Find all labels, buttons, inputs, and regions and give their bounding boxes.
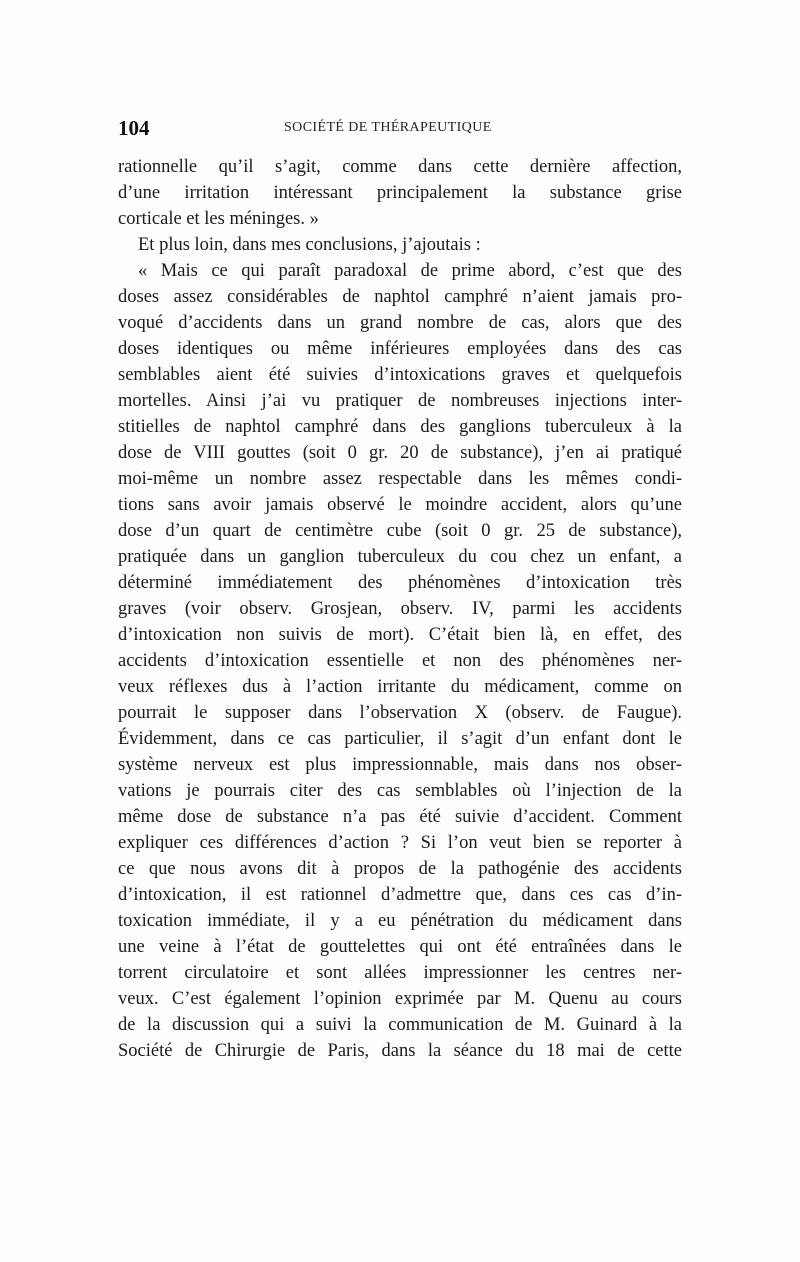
running-head [118,116,682,144]
text-line: d’intoxication non suivis de mort). C’était bien là, en effet, des [118,625,682,645]
text-line: tions sans avoir jamais observé le moindre accident, alors qu’une [118,495,682,515]
text-line: « Mais ce qui paraît paradoxal de prime abord, c’est que des [138,261,682,281]
text-line: graves (voir observ. Grosjean, observ. IV, parmi les accidents [118,599,682,619]
text-line: doses identiques ou même inférieures employées dans des cas [118,339,682,359]
text-line: accidents d’intoxication essentielle et non des phénomènes ner- [118,651,682,671]
text-line: d’une irritation intéressant principalement la substance grise [118,183,682,203]
text-line: Évidemment, dans ce cas particulier, il s’agit d’un enfant dont le [118,729,682,749]
text-line: torrent circulatoire et sont allées impressionner les centres ner- [118,963,682,983]
page-number: 104 [118,116,150,140]
text-line: d’intoxication, il est rationnel d’admettre que, dans ces cas d’in- [118,885,682,905]
text-line: rationnelle qu’il s’agit, comme dans cette dernière affection, [118,157,682,177]
body-text [118,154,682,1064]
text-line: moi-même un nombre assez respectable dans les mêmes condi- [118,469,682,489]
text-line: système nerveux est plus impressionnable, mais dans nos obser- [118,755,682,775]
text-line: corticale et les méninges. » [118,209,319,229]
text-line: de la discussion qui a suivi la communication de M. Guinard à la [118,1015,682,1035]
text-line: pratiquée dans un ganglion tuberculeux du cou chez un enfant, a [118,547,682,567]
text-line: Et plus loin, dans mes conclusions, j’ajoutais : [138,235,481,255]
text-line: expliquer ces différences d’action ? Si l’on veut bien se reporter à [118,833,682,853]
text-line: toxication immédiate, il y a eu pénétration du médicament dans [118,911,682,931]
text-line: vations je pourrais citer des cas semblables où l’injection de la [118,781,682,801]
text-line: une veine à l’état de gouttelettes qui ont été entraînées dans le [118,937,682,957]
text-line: même dose de substance n’a pas été suivie d’accident. Comment [118,807,682,827]
journal-title: SOCIÉTÉ DE THÉRAPEUTIQUE [284,120,492,135]
text-line: semblables aient été suivies d’intoxications graves et quelquefois [118,365,682,385]
text-line: pourrait le supposer dans l’observation X (observ. de Faugue). [118,703,682,723]
text-line: veux. C’est également l’opinion exprimée par M. Quenu au cours [118,989,682,1009]
text-line: Société de Chirurgie de Paris, dans la séance du 18 mai de cette [118,1041,682,1061]
text-line: stitielles de naphtol camphré dans des ganglions tuberculeux à la [118,417,682,437]
text-line: doses assez considérables de naphtol camphré n’aient jamais pro- [118,287,682,307]
text-line: veux réflexes dus à l’action irritante du médicament, comme on [118,677,682,697]
text-line: dose de VIII gouttes (soit 0 gr. 20 de substance), j’en ai pratiqué [118,443,682,463]
text-line: mortelles. Ainsi j’ai vu pratiquer de nombreuses injections inter- [118,391,682,411]
text-line: voqué d’accidents dans un grand nombre de cas, alors que des [118,313,682,333]
text-line: déterminé immédiatement des phénomènes d’intoxication très [118,573,682,593]
text-line: dose d’un quart de centimètre cube (soit 0 gr. 25 de substance), [118,521,682,541]
text-line: ce que nous avons dit à propos de la pathogénie des accidents [118,859,682,879]
